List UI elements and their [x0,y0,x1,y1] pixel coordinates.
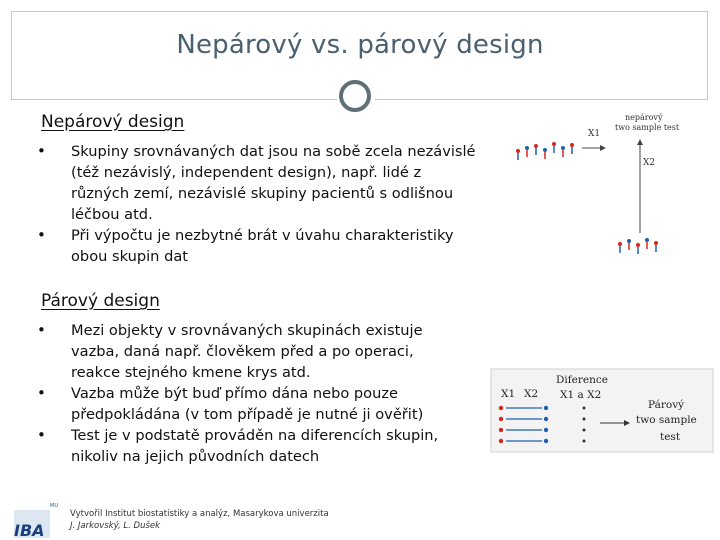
paired-bullet-2: • Vazba může být buď přímo dána nebo pouze předpokládána (v tom případě je nutné ji ověřit) [37,383,467,425]
paired-heading: Párový design [41,291,160,311]
paired-diff-label-1: Diference [556,374,608,386]
title-divider-left [11,99,337,100]
unpaired-group-2-dots [618,238,658,254]
paired-bullet-1: • Mezi objekty v srovnávaných skupinách existuje vazba, daná např. člověkem před a po operaci, reakce stejného kmene krys atd. [37,320,467,383]
paired-x1-label: X1 [501,388,516,400]
paired-design-figure [490,368,715,453]
unpaired-test-label-1: nepárový [625,113,663,122]
unpaired-test-label-2: two sample test [615,123,680,132]
divider-circle-icon [339,80,371,112]
paired-bullet-3: • Test je v podstatě prováděn na diferencích skupin, nikoliv na jejich původních datech [37,425,467,467]
logo-small-text: MU [50,503,58,509]
paired-x2-label: X2 [524,388,539,400]
unpaired-x2-label: X2 [643,158,656,168]
paired-test-label-2: two sample [636,414,697,426]
paired-bullet-list [37,320,467,467]
unpaired-heading: Nepárový design [41,112,185,132]
unpaired-design-figure [505,108,715,278]
footer-authors: J. Jarkovský, L. Dušek [70,521,161,531]
title-divider-right [375,99,708,100]
unpaired-bullet-2: • Při výpočtu je nezbytné brát v úvahu charakteristiky obou skupin dat [37,225,477,267]
unpaired-group-1-dots [516,142,574,160]
paired-diff-label-2: X1 a X2 [560,389,602,401]
paired-test-label-3: test [660,431,681,443]
unpaired-x1-label: X1 [588,129,601,139]
paired-test-label-1: Párový [648,399,685,411]
unpaired-bullet-1: • Skupiny srovnávaných dat jsou na sobě zcela nezávislé (též nezávislý, independent design), např. lidé z různých zemí, nezávislé skupiny pacientů s odlišnou léčbou atd. [37,141,477,225]
iba-logo [8,500,58,540]
footer-institute: Vytvořil Institut biostatistiky a analýz, Masarykova univerzita [70,509,329,519]
slide-title: Nepárový vs. párový design [176,30,544,60]
unpaired-bullet-list [37,141,477,267]
logo-text: IBA [14,521,45,540]
